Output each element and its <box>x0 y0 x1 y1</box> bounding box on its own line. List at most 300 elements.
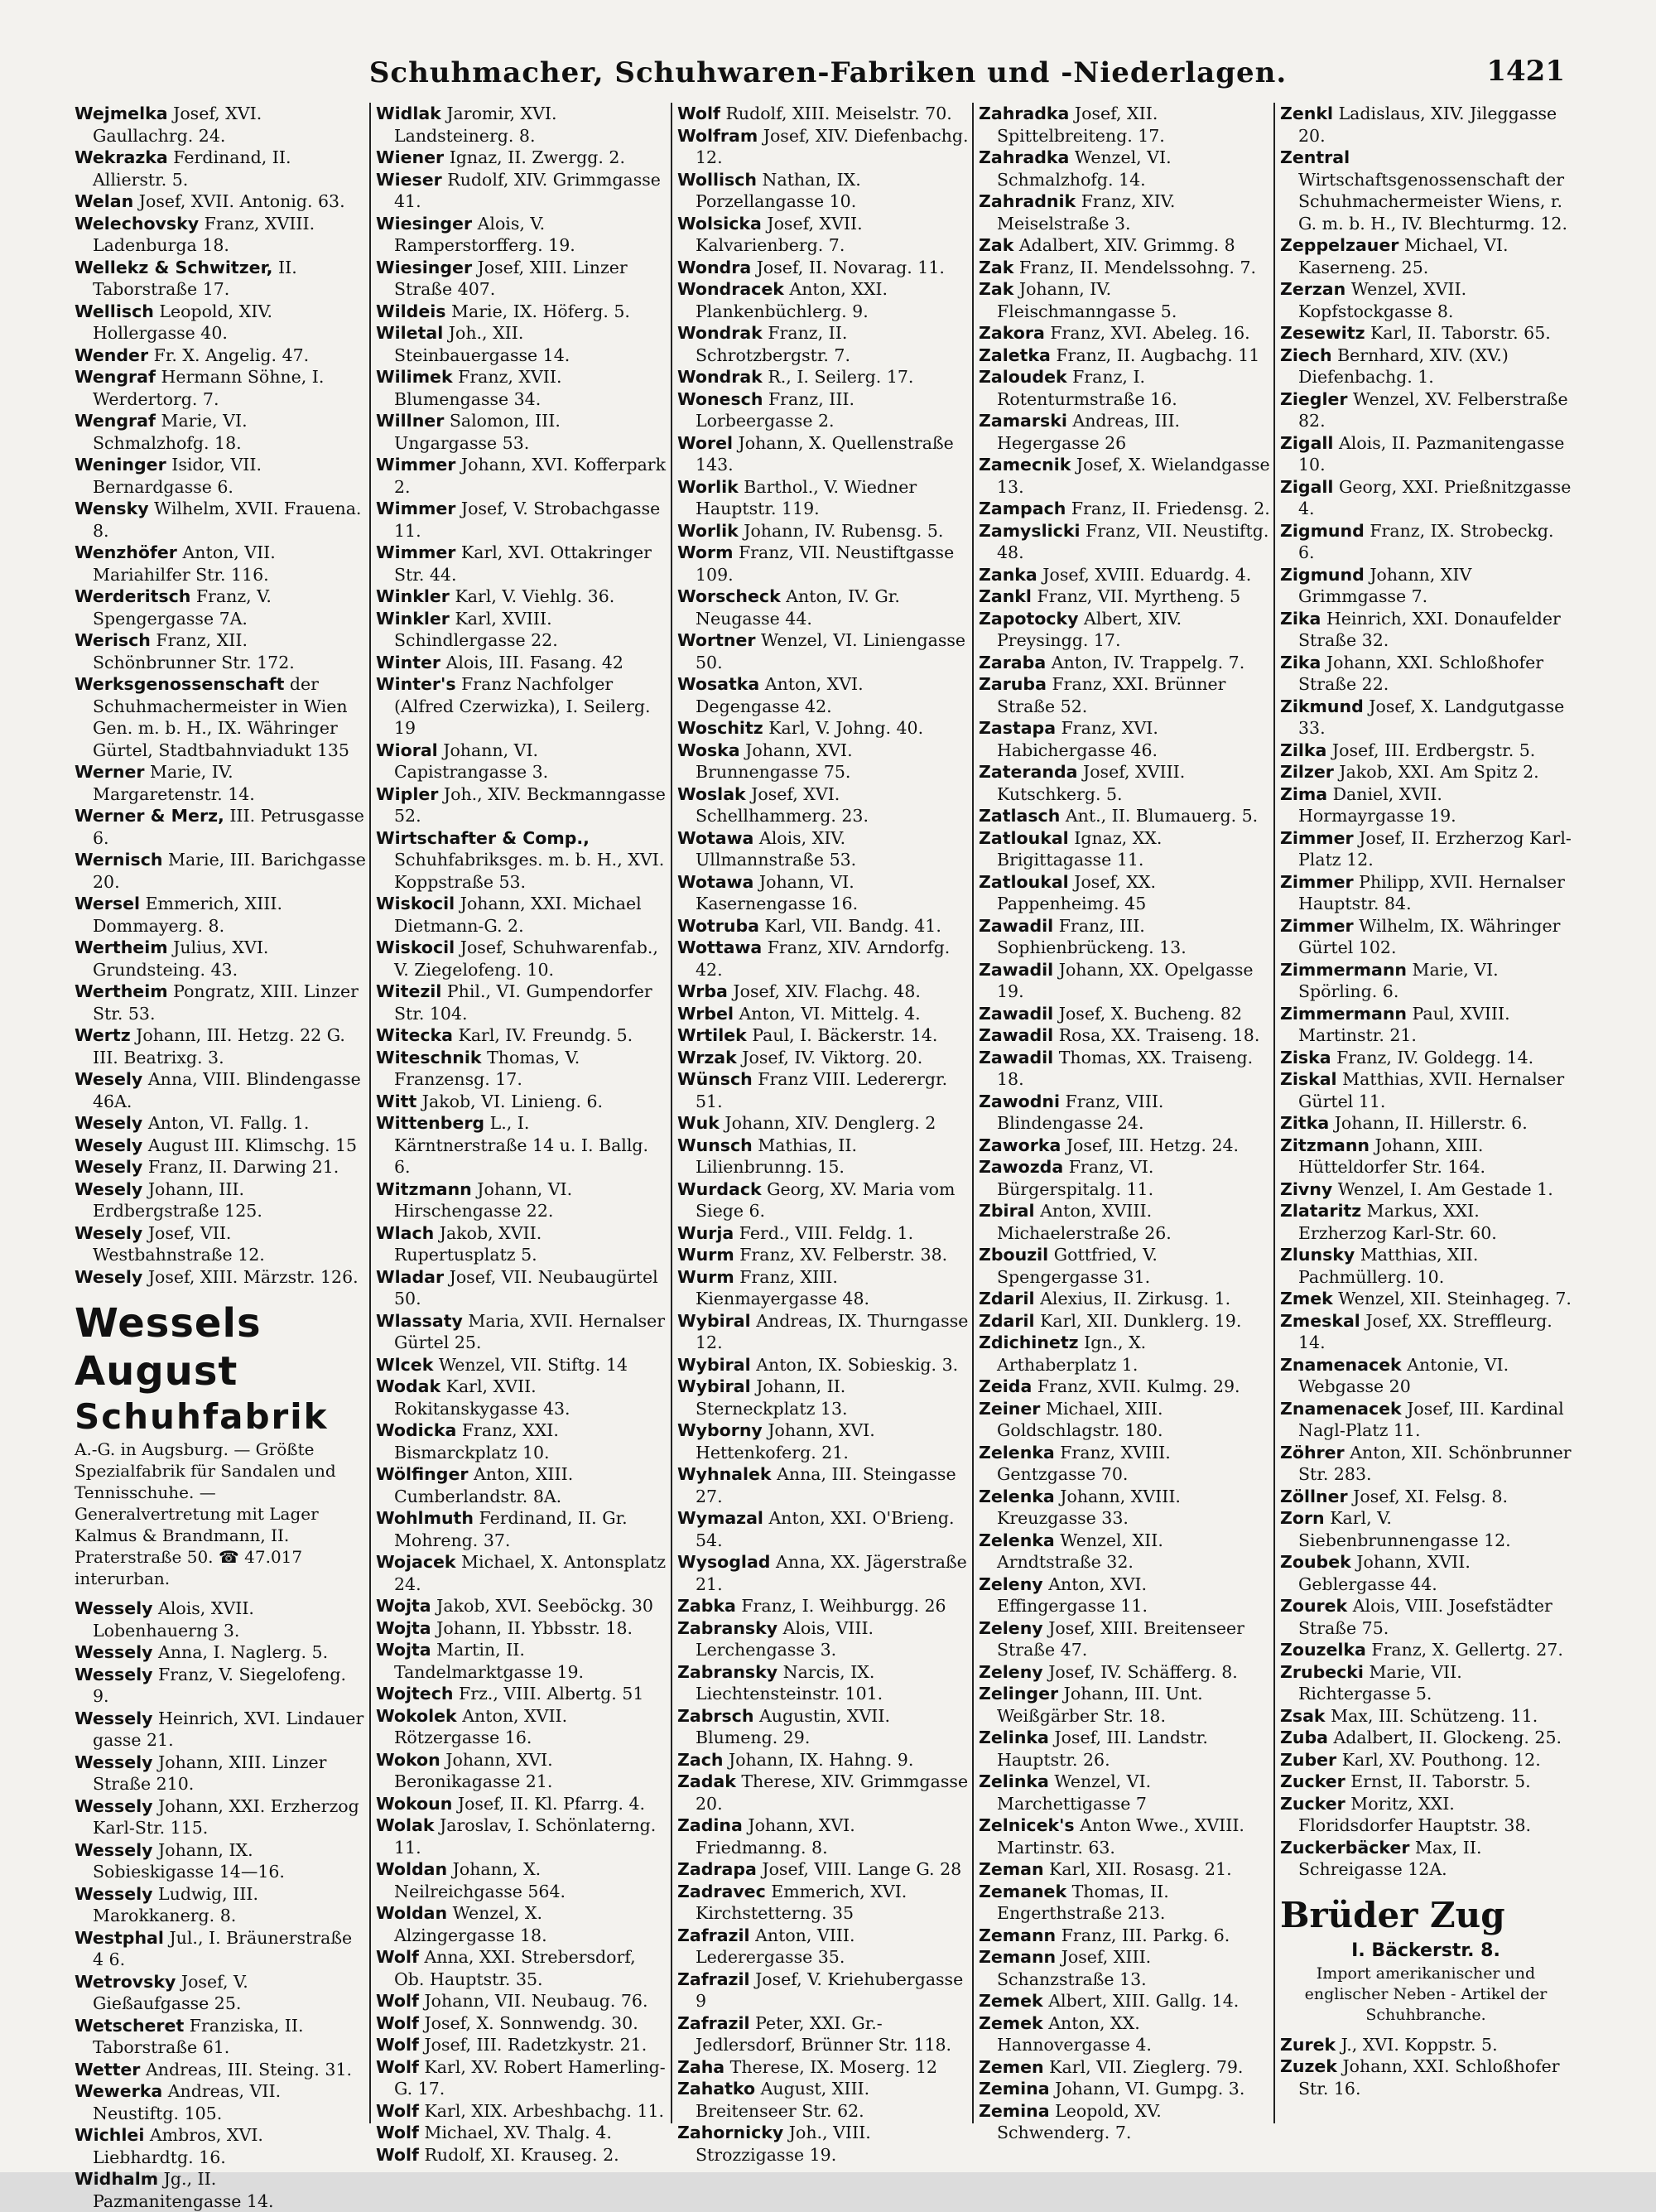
entry-name: Welechovsky <box>75 213 200 234</box>
directory-entry <box>1280 1310 1572 1354</box>
entry-name: Zahatko <box>677 2079 756 2099</box>
entry-details: Jg., II. Pazmanitengasse 14. <box>93 2169 274 2211</box>
entry-name: Zdichinetz <box>979 1333 1079 1352</box>
entry-details: Wenzel, XII. Steinhageg. 7. <box>1338 1289 1572 1308</box>
entry-details: Franz VIII. Lederergr. 51. <box>696 1069 948 1111</box>
entry-name: Zuzek <box>1280 2056 1337 2076</box>
entry-details: Johann, XIII. Hütteldorfer Str. 164. <box>1298 1135 1486 1177</box>
directory-entry <box>979 498 1270 520</box>
entry-details: Anton, XX. Hannovergasse 4. <box>997 2012 1152 2055</box>
entry-name: Weninger <box>75 455 166 475</box>
directory-entry <box>1280 147 1572 234</box>
entry-name: Wertheim <box>75 981 168 1001</box>
directory-entry <box>376 366 667 410</box>
entry-details: Nathan, IX. Porzellangasse 10. <box>696 169 861 211</box>
directory-entry <box>376 1946 667 1990</box>
entry-name: Zak <box>979 279 1014 299</box>
directory-entry <box>75 1266 366 1289</box>
entry-details: Josef, X. Wielandgasse 13. <box>997 455 1270 497</box>
entry-details: Karl, XII. Dunklerg. 19. <box>1040 1310 1242 1331</box>
directory-entry <box>677 740 969 783</box>
entry-name: Ziska <box>1280 1047 1331 1067</box>
entry-name: Zeman <box>979 1859 1044 1879</box>
directory-entry <box>75 1927 366 1971</box>
entry-details: Hermann Söhne, I. Werdertorg. 7. <box>93 367 325 409</box>
directory-entry <box>677 1749 969 1771</box>
entry-details: Georg, XXI. Prießnitzgasse 4. <box>1298 476 1572 518</box>
entry-details: Ferdinand, II. Allierstr. 5. <box>93 147 291 190</box>
directory-entry <box>75 1752 366 1795</box>
ad-line2: Schuhfabrik <box>75 1396 329 1437</box>
directory-entry <box>376 1990 667 2012</box>
directory-entry <box>677 1551 969 1595</box>
directory-entry <box>979 1727 1270 1771</box>
entry-details: Josef, II. Novarag. 11. <box>756 257 945 277</box>
entry-details: Max, II. Schreigasse 12A. <box>1298 1837 1482 1879</box>
entry-details: Josef, V. Kriehubergasse 9 <box>696 1969 964 2011</box>
directory-entry <box>1280 1486 1572 1508</box>
entry-name: Zadrapa <box>677 1859 757 1879</box>
entry-name: Winter <box>376 652 441 672</box>
entry-name: Wölfinger <box>376 1464 469 1484</box>
entry-name: Zateranda <box>979 762 1078 782</box>
entry-name: Wurm <box>677 1266 734 1287</box>
entry-details: Marie, VII. Richtergasse 5. <box>1298 1661 1462 1704</box>
entry-name: Wojta <box>376 1617 431 1638</box>
entry-details: Johann, III. Hetzg. 22 G. III. Beatrixg. 3. <box>93 1025 345 1067</box>
entry-name: Wurja <box>677 1222 734 1243</box>
entry-name: Wohlmuth <box>376 1508 474 1528</box>
directory-entry <box>979 1814 1270 1858</box>
directory-entry <box>1280 959 1572 1003</box>
directory-entry <box>75 1156 366 1178</box>
directory-entry <box>677 322 969 366</box>
entry-details: Peter, XXI. Gr.-Jedlersdorf, Brünner Str. 118. <box>696 2012 952 2055</box>
directory-entry <box>1280 1727 1572 1749</box>
directory-entry <box>979 366 1270 410</box>
entry-name: Wodak <box>376 1376 441 1396</box>
directory-entry <box>979 2078 1270 2100</box>
entry-details: Michael, XV. Thalg. 4. <box>424 2123 612 2142</box>
directory-entry <box>376 1595 667 1617</box>
entry-details: Josef, XVIII. Kutschkerg. 5. <box>997 762 1186 804</box>
entry-name: Worel <box>677 432 734 453</box>
entry-details: Johann, X. Neilreichgasse 564. <box>394 1859 566 1901</box>
entry-details: Karl, V. Siebenbrunnengasse 12. <box>1298 1508 1511 1550</box>
entry-name: Wensky <box>75 499 149 518</box>
entry-details: Isidor, VII. Bernardgasse 6. <box>93 455 262 497</box>
directory-entry <box>75 1795 366 1839</box>
entry-name: Wojta <box>376 1640 431 1660</box>
directory-entry <box>75 345 366 367</box>
directory-entry <box>979 1091 1270 1135</box>
entry-name: Worscheck <box>677 586 781 606</box>
entry-details: Josef, XIV. Flachg. 48. <box>733 981 921 1001</box>
entry-details: Thomas, II. Engerthstraße 213. <box>997 1881 1169 1923</box>
entry-name: Wondrak <box>677 323 763 343</box>
directory-entry <box>1280 783 1572 827</box>
directory-entry <box>979 234 1270 257</box>
directory-entry <box>979 2012 1270 2056</box>
directory-entry <box>376 169 667 213</box>
entry-name: Werksgenossenschaft <box>75 674 285 694</box>
entry-details: Josef, II. Kl. Pfarrg. 4. <box>457 1793 646 1814</box>
entry-details: Phil., VI. Gumpendorfer Str. 104. <box>394 981 652 1024</box>
directory-entry <box>1280 1771 1572 1793</box>
entry-name: Wiletal <box>376 323 444 343</box>
directory-entry <box>1280 1112 1572 1135</box>
entry-name: Zawadil <box>979 1047 1054 1067</box>
entry-name: Zimmermann <box>1280 1003 1408 1024</box>
directory-entry <box>1280 1047 1572 1069</box>
directory-entry <box>75 542 366 586</box>
directory-entry <box>75 498 366 542</box>
entry-name: Zawadil <box>979 1003 1054 1024</box>
ad-text: Import amerikanischer und englischer Neben - Artikel der Schuhbranche. <box>1304 1964 1548 2024</box>
entry-name: Zouzelka <box>1280 1640 1366 1660</box>
entry-details: Pongratz, XIII. Linzer Str. 53. <box>93 981 359 1024</box>
entry-name: Worm <box>677 542 734 562</box>
entry-details: Wenzel, VI. Schmalzhofg. 14. <box>997 147 1172 190</box>
entry-details: Albert, XIII. Gallg. 14. <box>1048 1991 1240 2011</box>
directory-entry <box>75 937 366 981</box>
entry-details: Marie, VI. Spörling. 6. <box>1298 959 1499 1001</box>
entry-details: Johann, XIV. Denglerg. 2 <box>724 1113 936 1133</box>
entry-details: Alois, V. Ramperstorfferg. 19. <box>394 213 575 255</box>
directory-entry <box>677 366 969 388</box>
entry-name: Zivny <box>1280 1178 1333 1199</box>
entry-details: Johann, XVI. Brunnengasse 75. <box>696 740 853 782</box>
directory-entry <box>677 1925 969 1969</box>
entry-details: Adalbert, II. Glockeng. 25. <box>1333 1728 1562 1747</box>
entry-details: Johann, XXI. Michael Dietmann-G. 2. <box>394 894 642 936</box>
entry-name: Zoubek <box>1280 1552 1351 1572</box>
entry-name: Zima <box>1280 783 1328 804</box>
entry-details: Johann, XVI. Friedmanng. 8. <box>696 1815 855 1858</box>
entry-details: II. Taborstraße 17. <box>93 257 297 299</box>
directory-entry <box>75 1135 366 1157</box>
entry-details: Franz, XXI. Bismarckplatz 10. <box>394 1420 559 1463</box>
entry-name: Zahradka <box>979 147 1070 167</box>
entry-details: Josef, XVII. Kalvarienberg. 7. <box>696 213 863 255</box>
entry-details: Josef, IV. Viktorg. 20. <box>742 1047 923 1067</box>
directory-entry <box>979 257 1270 279</box>
entry-name: Zemek <box>979 2012 1043 2033</box>
page-number: 1421 <box>1486 55 1565 88</box>
entry-details: Johann, II. Sterneckplatz 13. <box>696 1376 848 1419</box>
entry-details: Josef, XX. Pappenheimg. 45 <box>997 871 1157 913</box>
entry-name: Wolf <box>376 2123 419 2142</box>
directory-entry <box>376 301 667 323</box>
directory-entry <box>677 783 969 827</box>
entry-details: Moritz, XXI. Floridsdorfer Hauptstr. 38. <box>1298 1793 1532 1835</box>
entry-details: Therese, IX. Moserg. 12 <box>729 2056 938 2077</box>
entry-name: Zelinka <box>979 1728 1049 1747</box>
entry-details: Anton, XII. Schönbrunner Str. 283. <box>1298 1442 1572 1484</box>
directory-entry <box>979 1925 1270 1947</box>
entry-details: Johann, XVII. Geblergasse 44. <box>1298 1552 1471 1594</box>
entry-name: Wieser <box>376 169 442 190</box>
directory-entry <box>376 1793 667 1815</box>
entry-details: Johann, IX. Hahng. 9. <box>728 1749 914 1770</box>
entry-details: Fr. X. Angelig. 47. <box>153 345 310 365</box>
entry-name: Wonesch <box>677 388 763 409</box>
entry-details: Anton, IX. Sobieskig. 3. <box>756 1354 959 1375</box>
entry-details: Franz, XVIII. Gentzgasse 70. <box>997 1442 1171 1484</box>
entry-name: Wildeis <box>376 301 446 321</box>
entry-name: Zawadil <box>979 959 1054 980</box>
directory-entry <box>677 388 969 432</box>
entry-details: Josef, XIV. Diefenbachg. 12. <box>696 125 969 167</box>
entry-details: Anna, VIII. Blindengasse 46A. <box>93 1069 361 1111</box>
directory-entry <box>376 1310 667 1354</box>
entry-details: Johann, VI. Capistrangasse 3. <box>394 740 549 782</box>
entry-name: Werisch <box>75 630 151 650</box>
entry-name: Wyhnalek <box>677 1464 772 1484</box>
entry-name: Zmeskal <box>1280 1310 1360 1331</box>
entry-name: Zeiner <box>979 1398 1041 1419</box>
directory-entry <box>376 1705 667 1749</box>
directory-entry <box>677 1135 969 1178</box>
entry-name: Zigmund <box>1280 520 1365 541</box>
directory-entry <box>75 1178 366 1222</box>
directory-entry <box>376 586 667 608</box>
directory-entry <box>1280 652 1572 696</box>
column-2 <box>376 103 667 2165</box>
directory-entry <box>979 410 1270 454</box>
directory-entry <box>376 1178 667 1222</box>
ad-line2: I. Bäckerstr. 8. <box>1351 1940 1500 1961</box>
entry-name: Wolf <box>376 1947 419 1967</box>
column-5 <box>1280 103 1572 2123</box>
directory-entry <box>1280 761 1572 783</box>
entry-details: Wilhelm, IX. Währinger Gürtel 102. <box>1298 915 1561 957</box>
directory-entry <box>75 673 366 761</box>
entry-name: Wolf <box>677 104 720 123</box>
entry-name: Zahradka <box>979 104 1070 123</box>
directory-entry <box>1280 1178 1572 1201</box>
directory-entry <box>75 366 366 410</box>
entry-details: Wenzel, I. Am Gestade 1. <box>1337 1178 1553 1199</box>
entry-details: Josef, XVIII. Eduardg. 4. <box>1042 564 1252 585</box>
entry-details: Franz, XVII. Blumengasse 34. <box>394 367 562 409</box>
entry-details: Franz, III. Sophienbrückeng. 13. <box>997 915 1187 957</box>
entry-name: Zimmer <box>1280 827 1354 848</box>
entry-details: Wenzel, VI. Liniengasse 50. <box>696 630 965 672</box>
entry-details: Mathias, II. Lilienbrunng. 15. <box>696 1135 857 1177</box>
entry-name: Wertz <box>75 1025 131 1045</box>
entry-name: Zaworka <box>979 1135 1061 1155</box>
entry-name: Zelnicek's <box>979 1815 1075 1835</box>
directory-entry <box>1280 1507 1572 1551</box>
entry-details: Josef, XIII. Breitenseer Straße 47. <box>997 1617 1244 1660</box>
directory-entry <box>677 1969 969 2012</box>
directory-entry <box>75 1883 366 1927</box>
directory-entry <box>75 2080 366 2124</box>
entry-details: Johann, XXI. Erzherzog Karl-Str. 115. <box>93 1795 359 1838</box>
directory-entry <box>677 1814 969 1858</box>
entry-name: Wollisch <box>677 169 757 190</box>
entry-details: Alois, III. Fasang. 42 <box>445 652 623 672</box>
directory-entry <box>677 981 969 1003</box>
directory-entry <box>376 1091 667 1113</box>
entry-details: Joh., VIII. Strozzigasse 19. <box>696 2123 871 2165</box>
directory-entry <box>75 2124 366 2168</box>
entry-details: Heinrich, XVI. Lindauer gasse 21. <box>93 1708 364 1750</box>
entry-name: Zeleny <box>979 1661 1043 1682</box>
entry-details: Georg, XV. Maria vom Siege 6. <box>696 1178 956 1221</box>
entry-name: Wewerka <box>75 2081 163 2101</box>
directory-entry <box>979 959 1270 1003</box>
entry-details: Anton, VII. Mariahilfer Str. 116. <box>93 542 276 585</box>
entry-details: Jakob, VI. Linieng. 6. <box>421 1091 604 1111</box>
directory-entry <box>1280 1639 1572 1661</box>
entry-details: Andreas, VII. Neustiftg. 105. <box>93 2081 282 2123</box>
entry-name: Wottawa <box>677 937 763 957</box>
entry-details: Antonie, VI. Webgasse 20 <box>1298 1354 1509 1396</box>
entry-name: Wiskocil <box>376 894 455 913</box>
entry-details: Karl, VII. Bandg. 41. <box>764 915 941 936</box>
entry-details: Franz, XIII. Kienmayergasse 48. <box>696 1266 870 1308</box>
entry-name: Wondrak <box>677 367 763 387</box>
entry-details: Therese, XIV. Grimmgasse 20. <box>696 1771 969 1814</box>
entry-name: Wuk <box>677 1113 720 1133</box>
directory-entry <box>75 849 366 893</box>
entry-details: Josef, IV. Schäfferg. 8. <box>1048 1661 1238 1682</box>
directory-entry <box>1280 1068 1572 1112</box>
entry-details: Max, III. Schützeng. 11. <box>1331 1705 1538 1726</box>
entry-details: Wilhelm, XVII. Frauena. 8. <box>93 499 362 541</box>
entry-name: Zuba <box>1280 1728 1328 1747</box>
entry-name: Zesewitz <box>1280 323 1365 343</box>
entry-details: Emmerich, XIII. Dommayerg. 8. <box>93 894 283 936</box>
directory-entry <box>376 893 667 937</box>
directory-entry <box>376 652 667 674</box>
entry-name: Witezil <box>376 981 442 1001</box>
entry-name: Wrtilek <box>677 1025 747 1045</box>
directory-entry <box>979 1024 1270 1047</box>
entry-name: Zaloudek <box>979 367 1067 387</box>
entry-details: Josef, XVII. Antonig. 63. <box>138 191 345 211</box>
entry-name: Wiesinger <box>376 257 473 277</box>
entry-details: Leopold, XV. Schwenderg. 7. <box>997 2100 1162 2142</box>
directory-entry <box>677 1112 969 1135</box>
entry-name: Wetscheret <box>75 2015 185 2036</box>
entry-details: Jaroslav, I. Schönlaterng. 11. <box>394 1815 657 1858</box>
entry-details: Karl, XV. Robert Hamerling-G. 17. <box>394 2056 666 2099</box>
entry-details: Anton, VIII. Lederergasse 35. <box>696 1925 855 1967</box>
entry-name: Zatloukal <box>979 871 1069 892</box>
entry-name: Wimmer <box>376 542 456 562</box>
directory-entry <box>979 147 1270 190</box>
entry-details: Johann, XIII. Linzer Straße 210. <box>93 1752 327 1794</box>
entry-name: Zadak <box>677 1771 736 1791</box>
directory-entry <box>1280 234 1572 278</box>
entry-name: Wetter <box>75 2059 141 2079</box>
directory-entry <box>979 1858 1270 1881</box>
entry-name: Zapotocky <box>979 608 1079 629</box>
entry-details: Franz, XIV. Meiselstraße 3. <box>997 191 1176 234</box>
entry-details: Ambros, XVI. Liebhardtg. 16. <box>93 2125 263 2167</box>
entry-name: Zmek <box>1280 1289 1333 1308</box>
entry-name: Wybiral <box>677 1310 751 1331</box>
entry-name: Wilimek <box>376 367 453 387</box>
entry-name: Wotawa <box>677 871 754 892</box>
entry-name: Wimmer <box>376 455 456 475</box>
entry-details: Ant., II. Blumauerg. 5. <box>1065 806 1259 826</box>
directory-entry <box>677 1858 969 1881</box>
entry-name: Zsak <box>1280 1705 1326 1726</box>
directory-entry <box>376 1749 667 1793</box>
entry-details: Josef, III. Landstr. Hauptstr. 26. <box>997 1728 1208 1770</box>
entry-details: Narcis, IX. Liechtensteinstr. 101. <box>696 1661 883 1704</box>
directory-entry <box>75 1971 366 2015</box>
directory-entry <box>677 2078 969 2122</box>
entry-details: Franz, III. Lorbeergasse 2. <box>696 388 855 431</box>
directory-entry <box>677 1222 969 1245</box>
entry-details: Wenzel, XV. Felberstraße 82. <box>1298 388 1568 431</box>
directory-entry <box>376 257 667 301</box>
entry-name: Wybiral <box>677 1376 751 1396</box>
directory-entry <box>1280 696 1572 740</box>
directory-entry <box>75 761 366 805</box>
entry-details: Josef, VII. Westbahnstraße 12. <box>93 1222 265 1265</box>
directory-entry <box>1280 1661 1572 1705</box>
entry-details: August, XIII. Breitenseer Str. 62. <box>696 2079 870 2121</box>
entry-details: Josef, II. Erzherzog Karl-Platz 12. <box>1298 827 1572 870</box>
directory-entry <box>1280 1595 1572 1639</box>
entry-name: Zak <box>979 257 1014 277</box>
directory-entry <box>376 2144 667 2166</box>
entry-details: Andreas, III. Hegergasse 26 <box>997 411 1181 453</box>
column-3 <box>677 103 969 2165</box>
directory-entry <box>677 1003 969 1025</box>
entry-details: R., I. Seilerg. 17. <box>768 367 914 387</box>
entry-name: Zbouzil <box>979 1245 1049 1265</box>
entry-details: Martin, II. Tandelmarktgasse 19. <box>394 1640 585 1682</box>
entry-details: Franz, X. Gellertg. 27. <box>1371 1640 1563 1660</box>
entry-details: Gottfried, V. Spengergasse 31. <box>997 1245 1158 1287</box>
entry-name: Ziegler <box>1280 388 1348 409</box>
directory-entry <box>677 1419 969 1463</box>
entry-details: Karl, V. Viehlg. 36. <box>455 586 615 606</box>
directory-entry <box>1280 432 1572 476</box>
entry-details: Josef, III. Radetzkystr. 21. <box>424 2035 647 2055</box>
columns-container <box>75 103 1573 2211</box>
directory-entry <box>1280 1442 1572 1486</box>
entry-name: Wyborny <box>677 1420 763 1440</box>
directory-entry <box>979 827 1270 871</box>
entry-name: Willner <box>376 411 445 431</box>
entry-name: Zadravec <box>677 1881 766 1901</box>
entry-details: Matthias, XII. Pachmüllerg. 10. <box>1298 1245 1479 1287</box>
directory-entry <box>1280 1003 1572 1047</box>
entry-name: Ziech <box>1280 345 1332 365</box>
entry-name: Wolf <box>376 2056 419 2077</box>
entry-details: Johann, XVI. Beronikagasse 21. <box>394 1749 553 1791</box>
directory-entry <box>677 1507 969 1551</box>
entry-details: Andreas, IX. Thurngasse 12. <box>696 1310 969 1352</box>
directory-entry <box>677 520 969 542</box>
entry-details: Franz Nachfolger (Alfred Czerwizka), I. Seilerg. 19 <box>394 674 651 738</box>
entry-details: Josef, XX. Streffleurg. 14. <box>1298 1310 1552 1352</box>
entry-name: Zöhrer <box>1280 1442 1345 1463</box>
entry-details: Karl, XII. Rosasg. 21. <box>1049 1859 1232 1879</box>
entry-details: Rudolf, XIV. Grimmgasse 41. <box>394 169 661 211</box>
entry-name: Worlik <box>677 476 739 497</box>
entry-name: Zigmund <box>1280 564 1365 585</box>
entry-details: Salomon, III. Ungargasse 53. <box>394 411 561 453</box>
